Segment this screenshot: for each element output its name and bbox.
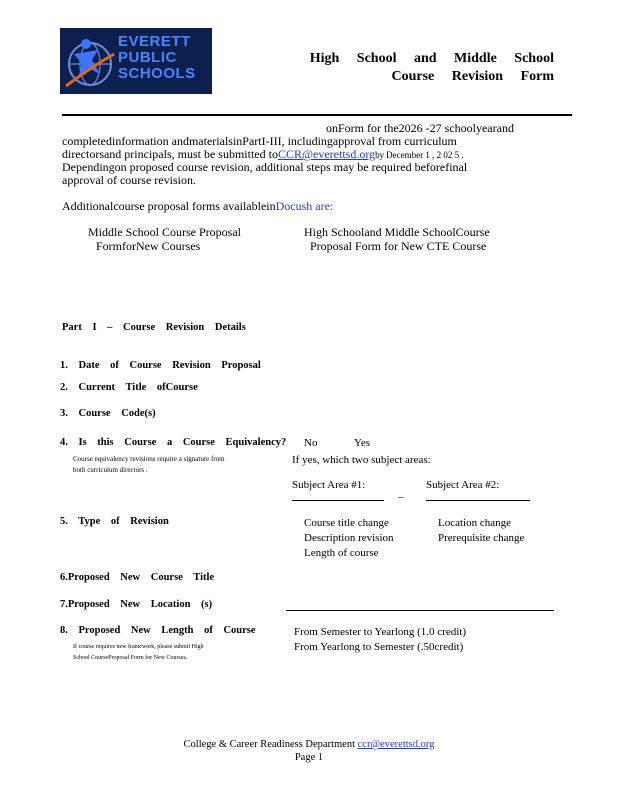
subject-area-2-label: Subject Area #2: — [426, 479, 500, 491]
revision-options-left — [292, 516, 394, 561]
length-note-l2: School CourseProposal Form for New Courses. — [73, 655, 188, 661]
middle-school-form-l2: FormforNew Courses — [96, 239, 201, 253]
form-link-cte[interactable] — [292, 226, 552, 253]
intro-deadline: December 1 , 2 02 5 . — [386, 150, 464, 160]
subject-areas-prompt: If yes, which two subject areas: — [292, 454, 431, 466]
intro-line-2: completedinformation andmaterialsinPartI-III, includingapproval from curriculum — [62, 134, 457, 148]
page-number: Page 1 — [294, 752, 324, 763]
cte-form-l1: High Schooland Middle SchoolCourse — [304, 225, 490, 239]
subject-area-dash: – — [398, 491, 404, 503]
ccr-email-link[interactable]: CCR@everettsd.org — [277, 147, 376, 161]
equivalency-yes-label: Yes — [354, 437, 371, 449]
option-label: Prerequisite change — [438, 532, 525, 544]
option-label: From Semester to Yearlong (1.0 credit) — [294, 626, 466, 638]
part-title: Part I – Course Revision Details — [62, 322, 246, 333]
logo-line-3: SCHOOLS — [118, 65, 196, 82]
option-label: Description revision — [304, 532, 394, 544]
option-location-change[interactable] — [426, 516, 524, 531]
docush-link[interactable]: Docush are: — [275, 199, 334, 213]
intro-line-5: approval of course revision. — [62, 173, 196, 187]
logo-line-1: EVERETT — [118, 33, 191, 50]
equivalency-note-l2: both curriculum directors . — [73, 466, 148, 474]
subject-area-2-input[interactable] — [426, 500, 530, 501]
field-new-location-label: 7.Proposed New Location (s) — [60, 599, 213, 610]
subject-area-1-input[interactable] — [292, 500, 384, 501]
option-description-revision[interactable] — [292, 531, 394, 546]
header-rule — [62, 114, 572, 116]
length-note — [73, 642, 204, 664]
option-label: Course title change — [304, 517, 389, 529]
field-date-label: 1. Date of Course Revision Proposal — [60, 360, 261, 371]
option-label: From Yearlong to Semester (.50credit) — [294, 641, 464, 653]
option-course-title-change[interactable] — [292, 516, 394, 531]
length-note-l1: If course requires new framework, please submit High — [73, 644, 204, 650]
equivalency-no-option[interactable] — [292, 436, 317, 451]
forms-intro-text: Additionalcourse proposal forms availablein — [62, 199, 276, 213]
footer-department: College & Career Readiness Department — [183, 739, 358, 750]
logo-figure-icon — [64, 34, 116, 88]
form-link-middle-school[interactable] — [76, 226, 276, 253]
field-new-title-label: 6.Proposed New Course Title — [60, 572, 215, 583]
equivalency-no-label: No — [304, 437, 318, 449]
forms-intro — [62, 200, 333, 213]
footer-line — [0, 738, 618, 751]
option-label: Location change — [438, 517, 511, 529]
field-current-title-label: 2. Current Title ofCourse — [60, 382, 198, 393]
equivalency-note — [73, 454, 225, 476]
title-line-1: High School and Middle School — [309, 51, 554, 66]
option-label: Length of course — [304, 547, 379, 559]
intro-by: by — [375, 150, 385, 160]
option-semester-to-yearlong[interactable] — [290, 625, 466, 640]
footer — [0, 738, 618, 764]
empty-bullet — [76, 260, 88, 274]
field-equivalency-label: 4. Is this Course a Course Equivalency? — [60, 437, 287, 448]
field-revision-type-label: 5. Type of Revision — [60, 516, 169, 527]
field-new-length-label: 8. Proposed New Length of Course — [60, 625, 256, 636]
new-location-input[interactable] — [286, 610, 554, 611]
form-title — [310, 50, 554, 86]
equivalency-note-l1: Course equivalency revisions require a signature from — [73, 455, 225, 463]
middle-school-form-l1: Middle School Course Proposal — [88, 225, 241, 239]
intro-line-1: onForm for the2026 -27 schoolyearand — [326, 121, 514, 135]
option-yearlong-to-semester[interactable] — [290, 640, 466, 655]
revision-options-right — [426, 516, 524, 546]
subject-area-1-label: Subject Area #1: — [292, 479, 366, 491]
equivalency-yes-option[interactable] — [342, 436, 370, 451]
title-line-2: Course Revision Form — [391, 69, 554, 84]
field-course-code-label: 3. Course Code(s) — [60, 408, 156, 419]
logo-line-2: PUBLIC — [118, 49, 177, 66]
option-prerequisite-change[interactable] — [426, 531, 524, 546]
length-options — [290, 625, 466, 655]
district-logo — [60, 28, 212, 94]
footer-email-link[interactable]: ccr@everettsd.org — [357, 739, 435, 750]
cte-form-l2: Proposal Form for New CTE Course — [310, 239, 487, 253]
intro-submit-text: directorsand principals, must be submitted to — [62, 147, 278, 161]
option-length-of-course[interactable] — [292, 546, 394, 561]
intro-line-4: Dependingon proposed course revision, additional steps may be required beforefinal — [62, 160, 468, 174]
